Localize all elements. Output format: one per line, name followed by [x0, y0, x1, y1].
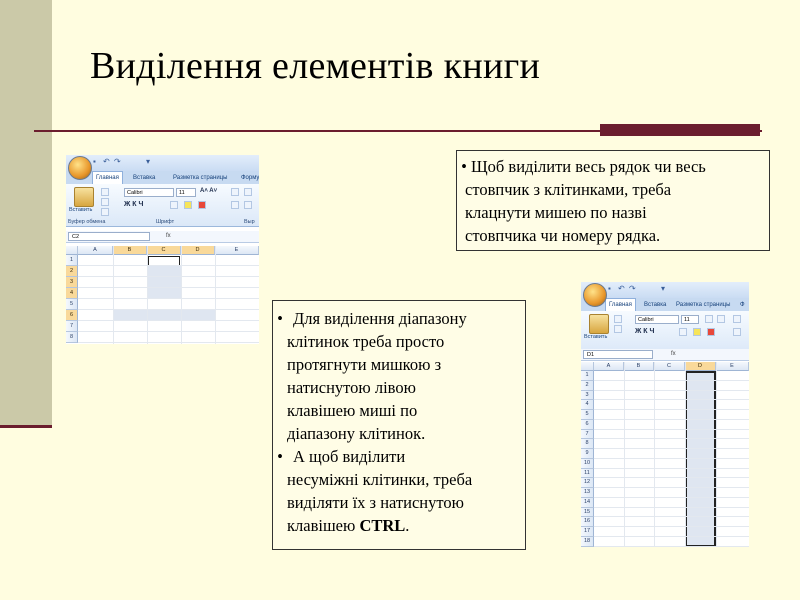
bullet: • [277, 309, 283, 328]
font-grow-icon[interactable] [705, 315, 713, 323]
align-left-icon[interactable] [231, 201, 239, 209]
paste-label: Вставить [69, 207, 93, 213]
borders-icon[interactable] [170, 201, 178, 209]
row-header[interactable]: 3 [66, 277, 78, 288]
row-header[interactable]: 18 [581, 537, 594, 547]
sheet-row [594, 517, 749, 527]
fill-color-icon[interactable] [184, 201, 192, 209]
paste-button[interactable] [589, 314, 609, 334]
fx-label[interactable]: fx [166, 233, 171, 239]
customize-toolbar-icon: ▾ [146, 157, 151, 166]
column-header[interactable]: B [113, 246, 147, 255]
row-header[interactable]: 12 [581, 478, 594, 488]
font-name-select[interactable]: Calibri [635, 315, 679, 324]
tab-home[interactable]: Главная [605, 298, 636, 312]
sheet-row [594, 527, 749, 537]
sheet-row [594, 459, 749, 469]
group-label-font: Шрифт [156, 219, 175, 225]
tab-page-layout[interactable]: Разметка страницы [676, 302, 731, 308]
worksheet-grid[interactable] [581, 362, 749, 547]
column-header[interactable]: C [654, 362, 685, 371]
font-color-icon[interactable] [198, 201, 206, 209]
tip-text: . [405, 516, 410, 535]
tab-page-layout[interactable]: Разметка страницы [173, 175, 228, 181]
sidebar-accent-line [0, 425, 52, 428]
column-header-selected[interactable]: D [685, 362, 716, 371]
group-label-alignment: Выр [244, 219, 255, 225]
column-header[interactable]: D [181, 246, 215, 255]
sheet-row [594, 537, 749, 547]
sheet-row [594, 430, 749, 440]
group-label-clipboard: Буфер обмена [68, 219, 106, 225]
row-header[interactable]: 5 [581, 410, 594, 420]
tip-line: виділяти їх з натиснутою [287, 493, 464, 512]
font-grow-shrink[interactable]: A˄ A˅ [200, 188, 218, 194]
font-size-select[interactable]: 11 [681, 315, 699, 324]
tip-line: стовпчик з клітинками, треба [465, 180, 672, 199]
formula-bar [581, 349, 749, 361]
bullet: • [461, 157, 467, 176]
save-icon: ▪ [93, 157, 96, 166]
row-header[interactable]: 5 [66, 299, 78, 310]
sheet-row [594, 469, 749, 479]
worksheet-grid[interactable] [66, 246, 259, 344]
sheet-row [594, 488, 749, 498]
name-box[interactable]: C2 [68, 232, 150, 241]
borders-icon[interactable] [679, 328, 687, 336]
customize-toolbar-icon: ▾ [661, 284, 666, 293]
tip-line: клітинок треба просто [287, 332, 445, 351]
paste-label: Вставить [584, 334, 608, 340]
name-box[interactable]: D1 [583, 350, 653, 359]
tip-select-range [272, 300, 526, 550]
row-header[interactable]: 6 [581, 420, 594, 430]
quick-access-toolbar [66, 155, 259, 171]
row-header[interactable]: 2 [581, 381, 594, 391]
font-color-icon[interactable] [707, 328, 715, 336]
sheet-row [594, 400, 749, 410]
select-all-corner[interactable] [581, 362, 594, 371]
title-divider-block [600, 124, 760, 136]
tip-line: клавішею миші по [287, 401, 418, 420]
row-header[interactable]: 15 [581, 508, 594, 518]
row-header[interactable]: 4 [66, 288, 78, 299]
column-header[interactable]: E [215, 246, 259, 255]
tip-line-ctrl [275, 514, 525, 537]
row-header[interactable]: 16 [581, 517, 594, 527]
save-icon: ▪ [608, 284, 611, 293]
row-header[interactable]: 7 [581, 430, 594, 440]
sheet-row [594, 449, 749, 459]
paste-button[interactable] [74, 187, 94, 207]
office-button[interactable] [68, 156, 92, 180]
row-header[interactable]: 11 [581, 469, 594, 479]
align-middle-icon[interactable] [244, 188, 252, 196]
sheet-row [594, 410, 749, 420]
fill-color-icon[interactable] [693, 328, 701, 336]
tab-formulas[interactable]: Ф [740, 302, 745, 308]
sheet-row [594, 371, 749, 381]
slide-title: Виділення елементів книги [90, 45, 541, 87]
row-header[interactable]: 14 [581, 498, 594, 508]
align-top-icon[interactable] [733, 315, 741, 323]
tip-line: клацнути мишею по назві [465, 203, 647, 222]
ctrl-key-label: CTRL [359, 516, 406, 535]
bold-italic-underline[interactable]: Ж К Ч [124, 201, 144, 208]
undo-icon: ↶ [618, 284, 625, 293]
tip-text: клавішею [287, 516, 360, 535]
row-header[interactable]: 4 [581, 400, 594, 410]
tip-line: Щоб виділити весь рядок чи весь [471, 157, 706, 176]
row-header[interactable]: 10 [581, 459, 594, 469]
undo-icon: ↶ [103, 157, 110, 166]
decorative-sidebar [0, 0, 52, 425]
sheet-row [594, 420, 749, 430]
ribbon [66, 184, 259, 227]
align-top-icon[interactable] [231, 188, 239, 196]
format-painter-icon[interactable] [101, 208, 109, 216]
redo-icon: ↷ [114, 157, 121, 166]
excel-screenshot-column [581, 282, 749, 547]
font-shrink-icon[interactable] [717, 315, 725, 323]
tip-line: несуміжні клітинки, треба [287, 470, 473, 489]
tip-line: протягнути мишкою з [287, 355, 442, 374]
row-header[interactable]: 8 [66, 332, 78, 343]
fx-label[interactable]: fx [671, 351, 676, 357]
ribbon-tabs [66, 171, 259, 185]
row-header[interactable]: 8 [581, 439, 594, 449]
row-header[interactable]: 7 [66, 321, 78, 332]
column-header[interactable]: E [716, 362, 749, 371]
tip-line: діапазону клітинок. [287, 424, 426, 443]
tip-line: Для виділення діапазону [293, 309, 467, 328]
tip-line: стовпчика чи номеру рядка. [465, 226, 661, 245]
align-center-icon[interactable] [244, 201, 252, 209]
select-all-corner[interactable] [66, 246, 78, 255]
office-button[interactable] [583, 283, 607, 307]
row-header[interactable]: 17 [581, 527, 594, 537]
tip-select-row-column [456, 150, 770, 251]
row-header[interactable]: 9 [581, 449, 594, 459]
column-header[interactable]: B [624, 362, 654, 371]
formula-bar [66, 231, 259, 243]
sheet-row [594, 478, 749, 488]
cut-icon[interactable] [101, 188, 109, 196]
bullet: • [277, 447, 283, 466]
sheet-row [594, 439, 749, 449]
excel-screenshot-range [66, 155, 259, 344]
ribbon-tabs [581, 298, 749, 312]
row-header[interactable]: 6 [66, 310, 78, 321]
align-left-icon[interactable] [733, 328, 741, 336]
row-header[interactable]: 1 [66, 255, 78, 266]
sheet-row [594, 508, 749, 518]
column-header[interactable]: C [147, 246, 181, 255]
row-header[interactable]: 1 [581, 371, 594, 381]
copy-icon[interactable] [101, 198, 109, 206]
font-size-select[interactable]: 11 [176, 188, 196, 197]
ribbon [581, 311, 749, 354]
sheet-row [594, 498, 749, 508]
row-header[interactable]: 2 [66, 266, 78, 277]
row-header[interactable]: 3 [581, 391, 594, 401]
tab-formulas[interactable]: Форму [241, 175, 259, 181]
cut-icon[interactable] [614, 315, 622, 323]
tab-insert[interactable]: Вставка [133, 175, 156, 181]
copy-icon[interactable] [614, 325, 622, 333]
row-header[interactable]: 13 [581, 488, 594, 498]
column-header[interactable]: A [594, 362, 624, 371]
font-name-select[interactable]: Calibri [124, 188, 174, 197]
sheet-row [594, 381, 749, 391]
tab-home[interactable]: Главная [92, 171, 123, 185]
column-header[interactable]: A [78, 246, 113, 255]
sheet-row [594, 391, 749, 401]
tip-line: А щоб виділити [293, 447, 406, 466]
tip-line: натиснутою лівою [287, 378, 416, 397]
bold-italic-underline[interactable]: Ж К Ч [635, 328, 655, 335]
tab-insert[interactable]: Вставка [644, 302, 667, 308]
redo-icon: ↷ [629, 284, 636, 293]
